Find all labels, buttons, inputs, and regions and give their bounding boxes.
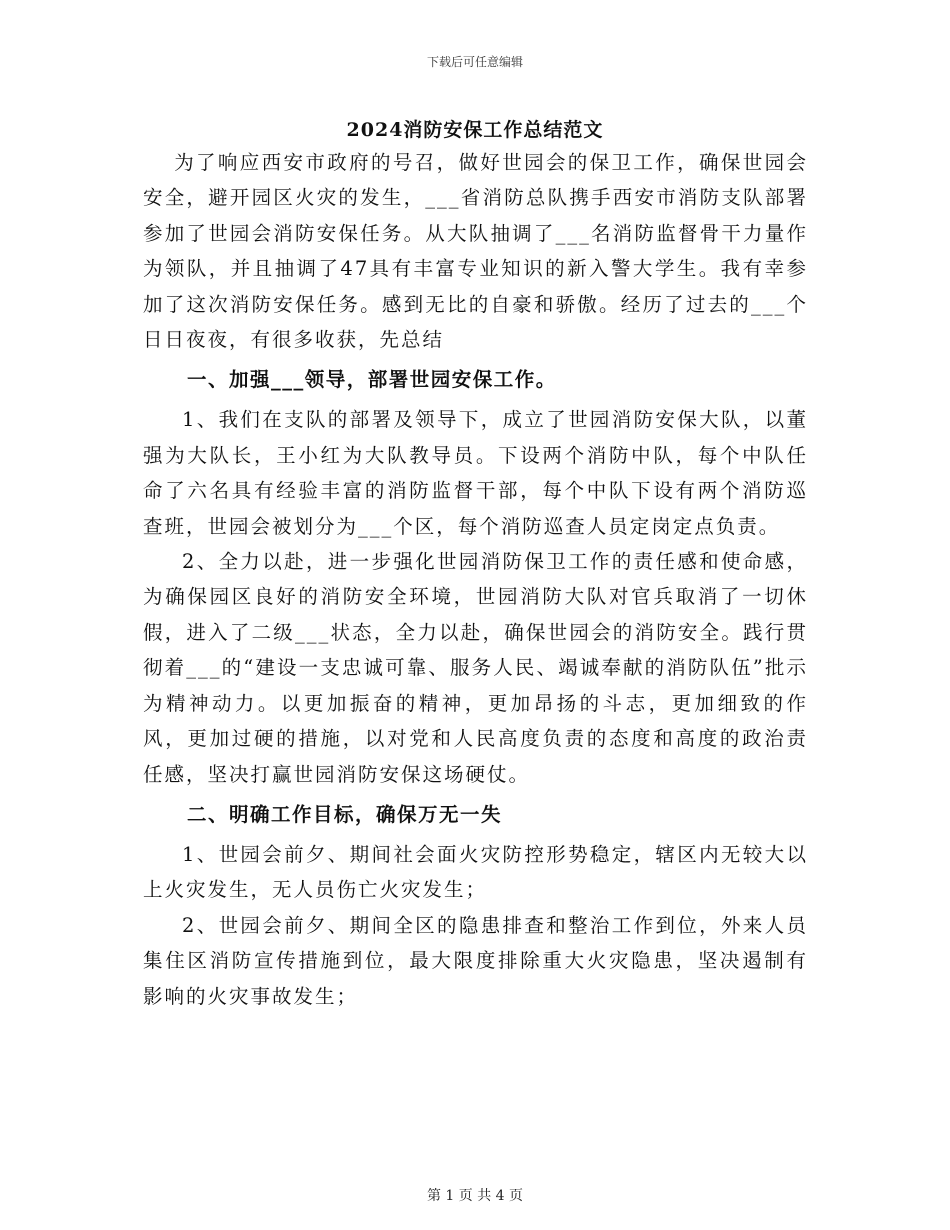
document-body — [143, 145, 808, 1014]
section-2-paragraph-1: 1、世园会前夕、期间社会面火灾防控形势稳定，辖区内无较大以上火灾发生，无人员伤亡火灾发生； — [143, 842, 808, 902]
section-1-paragraph-2: 2、全力以赴，进一步强化世园消防保卫工作的责任感和使命感，为确保园区良好的消防安全环境，世园消防大队对官兵取消了一切休假，进入了二级___状态，全力以赴，确保世园会的消防安全。践行贯彻着___的“建设一支忠诚可靠、服务人民、竭诚奉献的消防队伍”批示为精神动力。以更加振奋的精神，更加昂扬的斗志，更加细致的作风，更加过硬的措施，以对党和人民高度负责的态度和高度的政治责任感，坚决打赢世园消防安保这场硬仗。 — [143, 550, 808, 786]
document-title: 2024消防安保工作总结范文 — [346, 119, 604, 141]
page-header-note: 下载后可任意编辑 — [426, 55, 523, 69]
page-number: 第 1 页 共 4 页 — [426, 1188, 524, 1204]
section-1-paragraph-1: 1、我们在支队的部署及领导下，成立了世园消防安保大队，以董强为大队长，王小红为大队教导员。下设两个消防中队，每个中队任命了六名具有经验丰富的消防监督干部，每个中队下设有两个消防巡查班，世园会被划分为___个区，每个消防巡查人员定岗定点负责。 — [143, 408, 808, 538]
section-2-heading: 二、明确工作目标，确保万无一失 — [187, 802, 503, 826]
intro-paragraph: 为了响应西安市政府的号召，做好世园会的保卫工作，确保世园会安全，避开园区火灾的发生，___省消防总队携手西安市消防支队部署参加了世园会消防安保任务。从大队抽调了___名消防监督骨干力量作为领队，并且抽调了47具有丰富专业知识的新入警大学生。我有幸参加了这次消防安保任务。感到无比的自豪和骄傲。经历了过去的___个日日夜夜，有很多收获，先总结 — [143, 151, 808, 352]
section-2-paragraph-2: 2、世园会前夕、期间全区的隐患排查和整治工作到位，外来人员集住区消防宣传措施到位，最大限度排除重大火灾隐患，坚决遏制有影响的火灾事故发生； — [143, 913, 808, 1008]
section-1-heading: 一、加强___领导，部署世园安保工作。 — [187, 368, 557, 392]
